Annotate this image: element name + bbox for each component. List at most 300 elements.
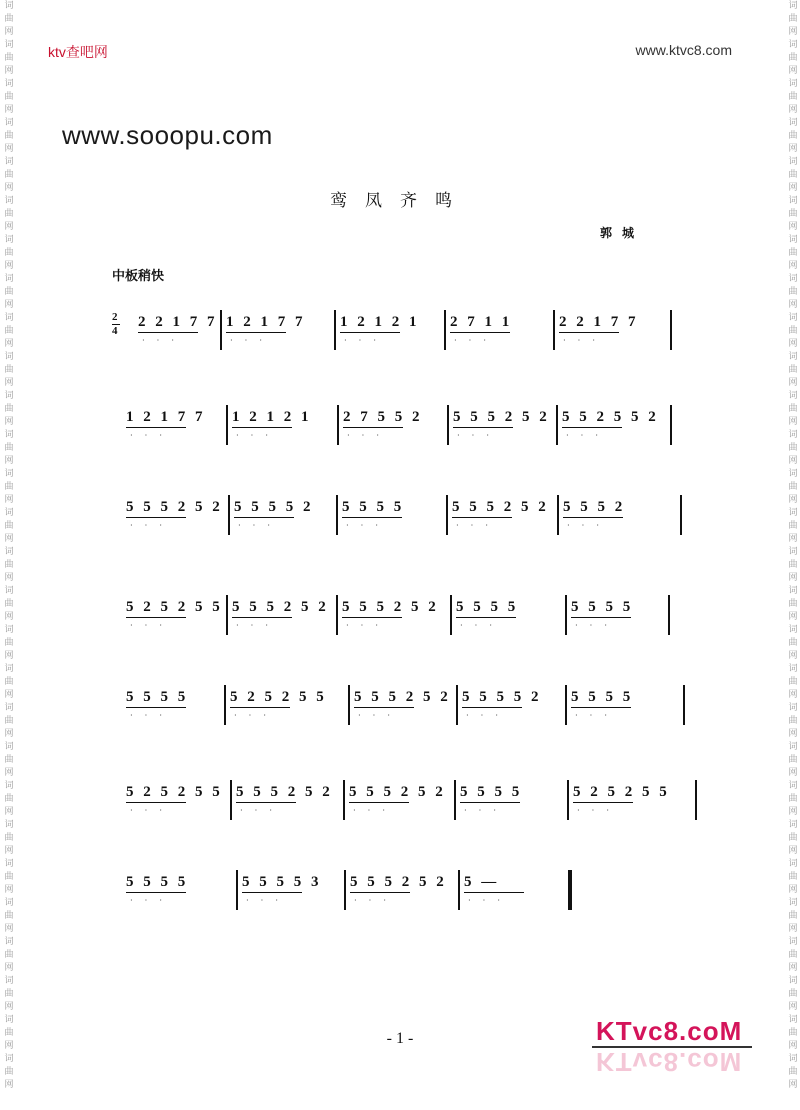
side-strip-char: 词: [788, 274, 798, 284]
side-strip-char: 网: [4, 300, 14, 310]
score-line: [100, 310, 700, 354]
beam-underline: [559, 332, 619, 333]
side-strip-char: 词: [788, 391, 798, 401]
side-strip-char: 曲: [788, 950, 798, 960]
side-strip-char: 网: [4, 534, 14, 544]
side-strip-char: 词: [788, 625, 798, 635]
measure-notes: 1 2 1 2 1: [232, 409, 312, 425]
side-strip-char: 词: [4, 235, 14, 245]
side-strip-char: 曲: [788, 131, 798, 141]
side-strip-char: 曲: [788, 365, 798, 375]
side-strip-char: 网: [788, 417, 798, 427]
measure-notes: 5 5 5 2 5 2: [453, 409, 550, 425]
barline: [337, 405, 339, 445]
measure-notes: 5 5 5 5 2: [462, 689, 542, 705]
side-strip-char: 曲: [788, 872, 798, 882]
beam-underline: [349, 802, 409, 803]
octave-dots: · · ·: [464, 806, 501, 815]
side-strip-char: 曲: [788, 443, 798, 453]
side-strip-char: 网: [788, 768, 798, 778]
octave-dots: · · ·: [346, 621, 383, 630]
song-title: 鸾凤齐鸣: [330, 191, 470, 211]
beam-underline: [571, 617, 631, 618]
tempo-marking: 中板稍快: [112, 269, 165, 284]
measure-notes: 5 5 5 5: [571, 599, 634, 615]
side-strip-char: 词: [4, 313, 14, 323]
watermark-url: www.sooopu.com: [62, 120, 273, 150]
side-strip-char: 曲: [4, 14, 14, 24]
side-strip-char: 网: [788, 885, 798, 895]
octave-dots: · · ·: [456, 521, 493, 530]
barline: [450, 595, 452, 635]
side-strip-char: 网: [788, 924, 798, 934]
barline: [557, 495, 559, 535]
octave-dots: · · ·: [236, 621, 273, 630]
side-strip-char: 网: [4, 807, 14, 817]
octave-dots: · · ·: [230, 336, 267, 345]
side-strip-char: 曲: [788, 1028, 798, 1038]
score-line: [100, 405, 700, 449]
measure-notes: 5 5 5 2 5 2: [452, 499, 549, 515]
barline: [224, 685, 226, 725]
side-strip-char: 曲: [4, 209, 14, 219]
measure-notes: 2 7 1 1: [450, 314, 513, 330]
beam-underline: [236, 802, 296, 803]
side-strip-char: 曲: [4, 950, 14, 960]
beam-underline: [126, 517, 186, 518]
octave-dots: · · ·: [358, 711, 395, 720]
beam-underline: [126, 892, 186, 893]
side-strip-char: 词: [788, 859, 798, 869]
side-strip-char: 网: [4, 963, 14, 973]
side-strip-char: 网: [788, 1002, 798, 1012]
side-strip-char: 词: [4, 1015, 14, 1025]
score-line: [100, 870, 700, 914]
side-strip-char: 网: [4, 183, 14, 193]
side-strip-char: 曲: [788, 1067, 798, 1077]
side-strip-char: 词: [788, 820, 798, 830]
side-strip-char: 网: [788, 729, 798, 739]
octave-dots: · · ·: [575, 621, 612, 630]
side-strip-char: 网: [4, 1080, 14, 1090]
ktvc8-logo-reflection: KTvc8.coM: [596, 1047, 743, 1077]
side-strip-char: 网: [4, 924, 14, 934]
side-strip-char: 曲: [4, 716, 14, 726]
beam-underline: [234, 517, 294, 518]
side-strip-char: 曲: [788, 170, 798, 180]
measure-notes: 5 2 5 2 5 5: [126, 784, 223, 800]
side-strip-char: 曲: [4, 365, 14, 375]
measure-notes: 5 5 5 2 5 2: [349, 784, 446, 800]
side-strip-char: 曲: [788, 287, 798, 297]
side-strip-char: 曲: [788, 599, 798, 609]
measure-notes: 5 5 5 5: [571, 689, 634, 705]
ktvc8-logo[interactable]: KTvc8.coM: [596, 1016, 743, 1046]
barline: [668, 595, 670, 635]
side-strip-char: 词: [4, 196, 14, 206]
side-strip-char: 曲: [4, 560, 14, 570]
measure-notes: 5 —: [464, 874, 500, 890]
beam-underline: [242, 892, 302, 893]
side-strip-char: 网: [4, 456, 14, 466]
barline: [683, 685, 685, 725]
side-strip-char: 曲: [788, 638, 798, 648]
time-signature-bottom: 4: [112, 325, 118, 337]
side-strip-char: 词: [4, 469, 14, 479]
octave-dots: · · ·: [468, 896, 505, 905]
side-strip-char: 词: [788, 469, 798, 479]
side-strip-char: 曲: [788, 248, 798, 258]
octave-dots: · · ·: [563, 336, 600, 345]
barline: [344, 870, 346, 910]
side-strip-char: 曲: [4, 521, 14, 531]
beam-underline: [226, 332, 286, 333]
side-strip-char: 词: [4, 820, 14, 830]
octave-dots: · · ·: [454, 336, 491, 345]
octave-dots: · · ·: [234, 711, 271, 720]
barline: [228, 495, 230, 535]
barline: [336, 595, 338, 635]
side-strip-char: 网: [4, 885, 14, 895]
beam-underline: [126, 707, 186, 708]
octave-dots: · · ·: [353, 806, 390, 815]
side-strip-char: 网: [4, 378, 14, 388]
side-strip-char: 词: [788, 430, 798, 440]
octave-dots: · · ·: [347, 431, 384, 440]
side-strip-char: 词: [788, 196, 798, 206]
beam-underline: [343, 427, 403, 428]
side-strip-char: 网: [4, 612, 14, 622]
side-strip-char: 网: [788, 1041, 798, 1051]
beam-underline: [342, 617, 402, 618]
side-strip-char: 词: [4, 1054, 14, 1064]
composer: 郭城: [600, 226, 645, 240]
side-strip-char: 网: [788, 300, 798, 310]
beam-underline: [126, 427, 186, 428]
barline: [446, 495, 448, 535]
measure-notes: 2 7 5 5 2: [343, 409, 423, 425]
side-strip-char: 曲: [788, 755, 798, 765]
side-strip-char: 网: [4, 1002, 14, 1012]
side-strip-char: 曲: [4, 911, 14, 921]
barline: [456, 685, 458, 725]
side-strip-char: 词: [4, 859, 14, 869]
side-strip-char: 曲: [4, 989, 14, 999]
octave-dots: · · ·: [130, 896, 167, 905]
measure-notes: 5 2 5 2 5 5: [126, 599, 223, 615]
octave-dots: · · ·: [130, 806, 167, 815]
side-strip-char: 曲: [788, 521, 798, 531]
barline: [680, 495, 682, 535]
side-strip-char: 网: [788, 612, 798, 622]
side-strip-char: 词: [4, 976, 14, 986]
score-line: [100, 495, 700, 539]
barline: [670, 310, 672, 350]
measure-notes: 5 5 5 5: [126, 689, 189, 705]
side-strip-char: 网: [788, 222, 798, 232]
side-strip-char: 曲: [4, 92, 14, 102]
side-strip-char: 网: [788, 846, 798, 856]
measure-notes: 2 2 1 7 7: [138, 314, 218, 330]
octave-dots: · · ·: [457, 431, 494, 440]
side-strip-char: 曲: [788, 794, 798, 804]
side-strip-char: 词: [788, 586, 798, 596]
beam-underline: [232, 617, 292, 618]
side-strip-char: 网: [788, 105, 798, 115]
side-strip-char: 网: [788, 807, 798, 817]
side-strip-char: 词: [788, 703, 798, 713]
octave-dots: · · ·: [238, 521, 275, 530]
measure-notes: 1 2 1 7 7: [126, 409, 206, 425]
barline: [236, 870, 238, 910]
side-strip-char: 网: [4, 417, 14, 427]
side-strip-char: 词: [788, 1015, 798, 1025]
barline: [226, 405, 228, 445]
side-strip-char: 网: [788, 261, 798, 271]
side-strip-char: 词: [788, 40, 798, 50]
side-strip-char: 网: [788, 534, 798, 544]
measure-notes: 5 5 5 2 5 2: [350, 874, 447, 890]
barline: [565, 595, 567, 635]
beam-underline: [230, 707, 290, 708]
side-strip-char: 网: [788, 651, 798, 661]
octave-dots: · · ·: [130, 711, 167, 720]
right-watermark-strip: [786, 0, 800, 1110]
measure-notes: 1 2 1 7 7: [226, 314, 306, 330]
octave-dots: · · ·: [130, 431, 167, 440]
side-strip-char: 网: [4, 144, 14, 154]
barline: [343, 780, 345, 820]
score-line: [100, 780, 700, 824]
octave-dots: · · ·: [236, 431, 273, 440]
measure-notes: 5 5 5 2 5 2: [236, 784, 333, 800]
side-strip-char: 词: [788, 781, 798, 791]
side-strip-char: 网: [4, 846, 14, 856]
side-strip-char: 曲: [4, 755, 14, 765]
beam-underline: [354, 707, 414, 708]
side-strip-char: 曲: [4, 1028, 14, 1038]
side-strip-char: 词: [4, 40, 14, 50]
measure-notes: 5 5 5 5: [460, 784, 523, 800]
side-strip-char: 曲: [788, 326, 798, 336]
side-strip-char: 网: [788, 378, 798, 388]
beam-underline: [460, 802, 520, 803]
barline: [220, 310, 222, 350]
score-line: [100, 595, 700, 639]
side-strip-char: 网: [4, 66, 14, 76]
measure-notes: 5 2 5 2 5 5: [230, 689, 327, 705]
barline: [567, 780, 569, 820]
side-strip-char: 词: [788, 235, 798, 245]
measure-notes: 5 5 5 5 3: [242, 874, 322, 890]
side-strip-char: 词: [4, 1, 14, 11]
side-strip-char: 词: [4, 625, 14, 635]
side-strip-char: 曲: [788, 560, 798, 570]
beam-underline: [342, 517, 402, 518]
side-strip-char: 曲: [4, 443, 14, 453]
side-strip-char: 词: [4, 703, 14, 713]
octave-dots: · · ·: [466, 711, 503, 720]
side-strip-char: 词: [788, 937, 798, 947]
side-strip-char: 网: [4, 768, 14, 778]
side-strip-char: 网: [788, 144, 798, 154]
side-strip-char: 词: [788, 313, 798, 323]
final-barline: [568, 870, 572, 910]
side-strip-char: 词: [4, 508, 14, 518]
side-strip-char: 词: [788, 976, 798, 986]
octave-dots: · · ·: [130, 521, 167, 530]
side-strip-char: 曲: [4, 638, 14, 648]
side-strip-char: 曲: [788, 53, 798, 63]
side-strip-char: 网: [4, 339, 14, 349]
side-strip-char: 网: [788, 573, 798, 583]
side-strip-char: 网: [4, 690, 14, 700]
side-strip-char: 词: [788, 508, 798, 518]
beam-underline: [232, 427, 292, 428]
octave-dots: · · ·: [240, 806, 277, 815]
octave-dots: · · ·: [577, 806, 614, 815]
octave-dots: · · ·: [246, 896, 283, 905]
side-strip-char: 网: [788, 183, 798, 193]
side-strip-char: 曲: [4, 170, 14, 180]
side-strip-char: 曲: [4, 404, 14, 414]
side-strip-char: 网: [4, 261, 14, 271]
side-strip-char: 曲: [788, 833, 798, 843]
beam-underline: [563, 517, 623, 518]
side-strip-char: 词: [788, 79, 798, 89]
octave-dots: · · ·: [575, 711, 612, 720]
side-strip-char: 曲: [4, 248, 14, 258]
octave-dots: · · ·: [567, 521, 604, 530]
side-strip-char: 网: [4, 1041, 14, 1051]
barline: [336, 495, 338, 535]
beam-underline: [462, 707, 522, 708]
barline: [226, 595, 228, 635]
side-strip-char: 词: [788, 157, 798, 167]
beam-underline: [126, 617, 186, 618]
barline: [444, 310, 446, 350]
site-url-right[interactable]: www.ktvc8.com: [635, 42, 732, 58]
side-strip-char: 词: [4, 79, 14, 89]
side-strip-char: 词: [4, 118, 14, 128]
beam-underline: [138, 332, 198, 333]
side-strip-char: 词: [788, 1054, 798, 1064]
side-strip-char: 词: [4, 664, 14, 674]
measure-notes: 5 5 5 5: [126, 874, 189, 890]
side-strip-char: 词: [788, 664, 798, 674]
side-strip-char: 曲: [4, 326, 14, 336]
side-strip-char: 网: [4, 105, 14, 115]
barline: [670, 405, 672, 445]
measure-notes: 2 2 1 7 7: [559, 314, 639, 330]
side-strip-char: 曲: [788, 209, 798, 219]
side-strip-char: 词: [788, 547, 798, 557]
beam-underline: [126, 802, 186, 803]
side-strip-char: 网: [4, 495, 14, 505]
side-strip-char: 词: [4, 391, 14, 401]
measure-notes: 1 2 1 2 1: [340, 314, 420, 330]
side-strip-char: 曲: [4, 833, 14, 843]
side-strip-char: 曲: [788, 989, 798, 999]
side-strip-char: 曲: [4, 131, 14, 141]
beam-underline: [350, 892, 410, 893]
beam-underline: [453, 427, 513, 428]
side-strip-char: 曲: [4, 53, 14, 63]
side-strip-char: 词: [4, 547, 14, 557]
barline: [447, 405, 449, 445]
barline: [348, 685, 350, 725]
side-strip-char: 词: [788, 1, 798, 11]
beam-underline: [464, 892, 524, 893]
octave-dots: · · ·: [130, 621, 167, 630]
beam-underline: [573, 802, 633, 803]
side-strip-char: 网: [788, 456, 798, 466]
octave-dots: · · ·: [346, 521, 383, 530]
barline: [454, 780, 456, 820]
side-strip-char: 词: [788, 898, 798, 908]
measure-notes: 5 5 5 2 5 2: [126, 499, 223, 515]
measure-notes: 5 5 5 2 5 2: [232, 599, 329, 615]
barline: [458, 870, 460, 910]
beam-underline: [456, 617, 516, 618]
side-strip-char: 词: [4, 937, 14, 947]
side-strip-char: 曲: [4, 794, 14, 804]
side-strip-char: 词: [4, 352, 14, 362]
side-strip-char: 曲: [788, 716, 798, 726]
side-strip-char: 曲: [788, 404, 798, 414]
octave-dots: · · ·: [142, 336, 179, 345]
side-strip-char: 网: [788, 27, 798, 37]
side-strip-char: 曲: [4, 599, 14, 609]
side-strip-char: 曲: [788, 911, 798, 921]
beam-underline: [452, 517, 512, 518]
barline: [334, 310, 336, 350]
score-line: [100, 685, 700, 729]
side-strip-char: 词: [788, 118, 798, 128]
site-name-left[interactable]: ktv查吧网: [48, 44, 108, 60]
barline: [230, 780, 232, 820]
measure-notes: 5 2 5 2 5 5: [573, 784, 670, 800]
measure-notes: 5 5 5 5 2: [234, 499, 314, 515]
beam-underline: [571, 707, 631, 708]
side-strip-char: 曲: [4, 677, 14, 687]
side-strip-char: 词: [788, 742, 798, 752]
side-strip-char: 曲: [4, 872, 14, 882]
side-strip-char: 网: [4, 651, 14, 661]
side-strip-char: 网: [4, 573, 14, 583]
side-strip-char: 词: [788, 352, 798, 362]
beam-underline: [340, 332, 400, 333]
side-strip-char: 曲: [4, 482, 14, 492]
octave-dots: · · ·: [344, 336, 381, 345]
barline: [565, 685, 567, 725]
octave-dots: · · ·: [354, 896, 391, 905]
side-strip-char: 网: [788, 495, 798, 505]
beam-underline: [562, 427, 622, 428]
measure-notes: 5 5 5 5: [456, 599, 519, 615]
side-strip-char: 词: [4, 157, 14, 167]
side-strip-char: 曲: [4, 287, 14, 297]
left-watermark-strip: [2, 0, 16, 1110]
side-strip-char: 词: [4, 742, 14, 752]
side-strip-char: 曲: [4, 1067, 14, 1077]
measure-notes: 5 5 5 2: [563, 499, 626, 515]
octave-dots: · · ·: [566, 431, 603, 440]
beam-underline: [450, 332, 510, 333]
side-strip-char: 网: [788, 66, 798, 76]
measure-notes: 5 5 5 2 5 2: [354, 689, 451, 705]
side-strip-char: 曲: [788, 677, 798, 687]
